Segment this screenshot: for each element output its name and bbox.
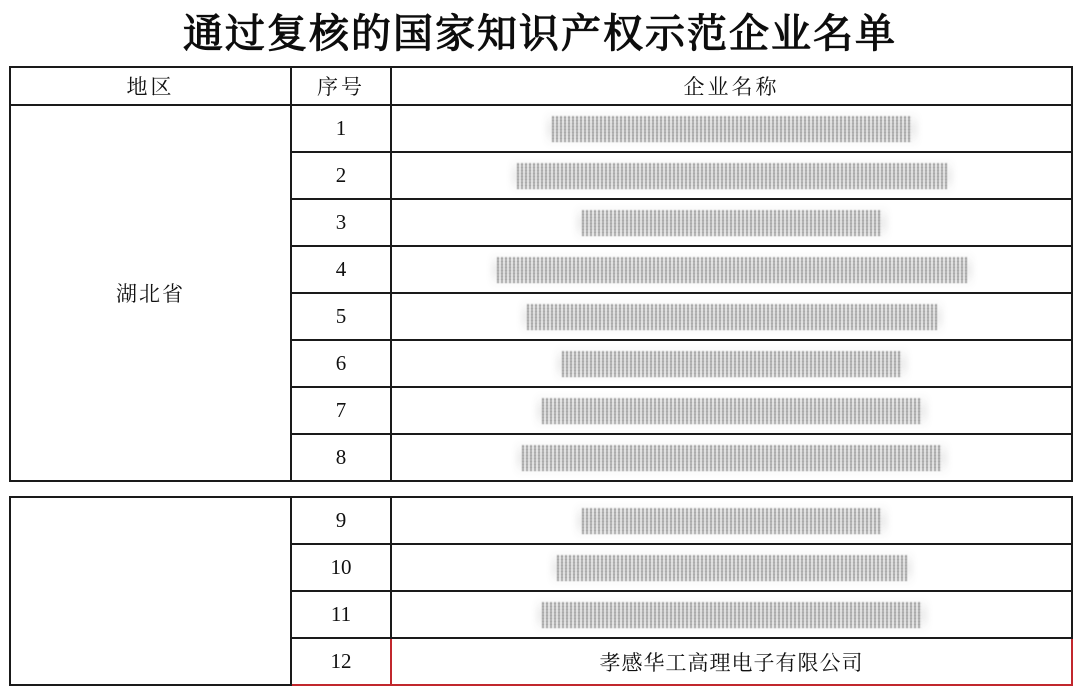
company-name-redacted	[391, 199, 1072, 246]
redaction-bar	[542, 602, 922, 628]
company-name-redacted	[391, 340, 1072, 387]
row-index: 11	[291, 591, 391, 638]
row-index: 2	[291, 152, 391, 199]
redaction-bar	[582, 508, 882, 534]
redaction-bar	[552, 116, 912, 142]
row-index: 3	[291, 199, 391, 246]
table-section-gap	[0, 482, 1080, 496]
row-index: 1	[291, 105, 391, 152]
company-name-redacted	[391, 152, 1072, 199]
region-cell-continued	[10, 497, 291, 685]
region-cell-hubei: 湖北省	[10, 105, 291, 481]
column-header-region: 地区	[10, 67, 291, 105]
row-index: 8	[291, 434, 391, 481]
row-index: 10	[291, 544, 391, 591]
redaction-bar	[527, 304, 937, 330]
company-name-redacted	[391, 105, 1072, 152]
table-body-group-1	[10, 105, 1072, 481]
enterprise-list-table-continued	[9, 496, 1073, 686]
table-body-group-2	[10, 497, 1072, 685]
table-header-row	[10, 67, 1072, 105]
company-name-redacted	[391, 246, 1072, 293]
redaction-bar	[497, 257, 967, 283]
enterprise-list-table	[9, 66, 1073, 482]
company-name-redacted	[391, 293, 1072, 340]
redaction-bar	[582, 210, 882, 236]
redaction-bar	[542, 398, 922, 424]
company-name: 孝感华工高理电子有限公司	[391, 638, 1072, 685]
column-header-name: 企业名称	[391, 67, 1072, 105]
company-name-redacted	[391, 544, 1072, 591]
redaction-bar	[562, 351, 902, 377]
row-index: 6	[291, 340, 391, 387]
row-index: 9	[291, 497, 391, 544]
redaction-bar	[517, 163, 947, 189]
redaction-bar	[557, 555, 907, 581]
row-index: 12	[291, 638, 391, 685]
company-name-redacted	[391, 497, 1072, 544]
redaction-bar	[522, 445, 942, 471]
company-name-redacted	[391, 387, 1072, 434]
company-name-redacted	[391, 591, 1072, 638]
company-name-redacted	[391, 434, 1072, 481]
table-row	[10, 105, 1072, 152]
page-title: 通过复核的国家知识产权示范企业名单	[183, 11, 897, 56]
table-header	[10, 67, 1072, 105]
row-index: 7	[291, 387, 391, 434]
row-index: 5	[291, 293, 391, 340]
table-row	[10, 497, 1072, 544]
row-index: 4	[291, 246, 391, 293]
column-header-index: 序号	[291, 67, 391, 105]
